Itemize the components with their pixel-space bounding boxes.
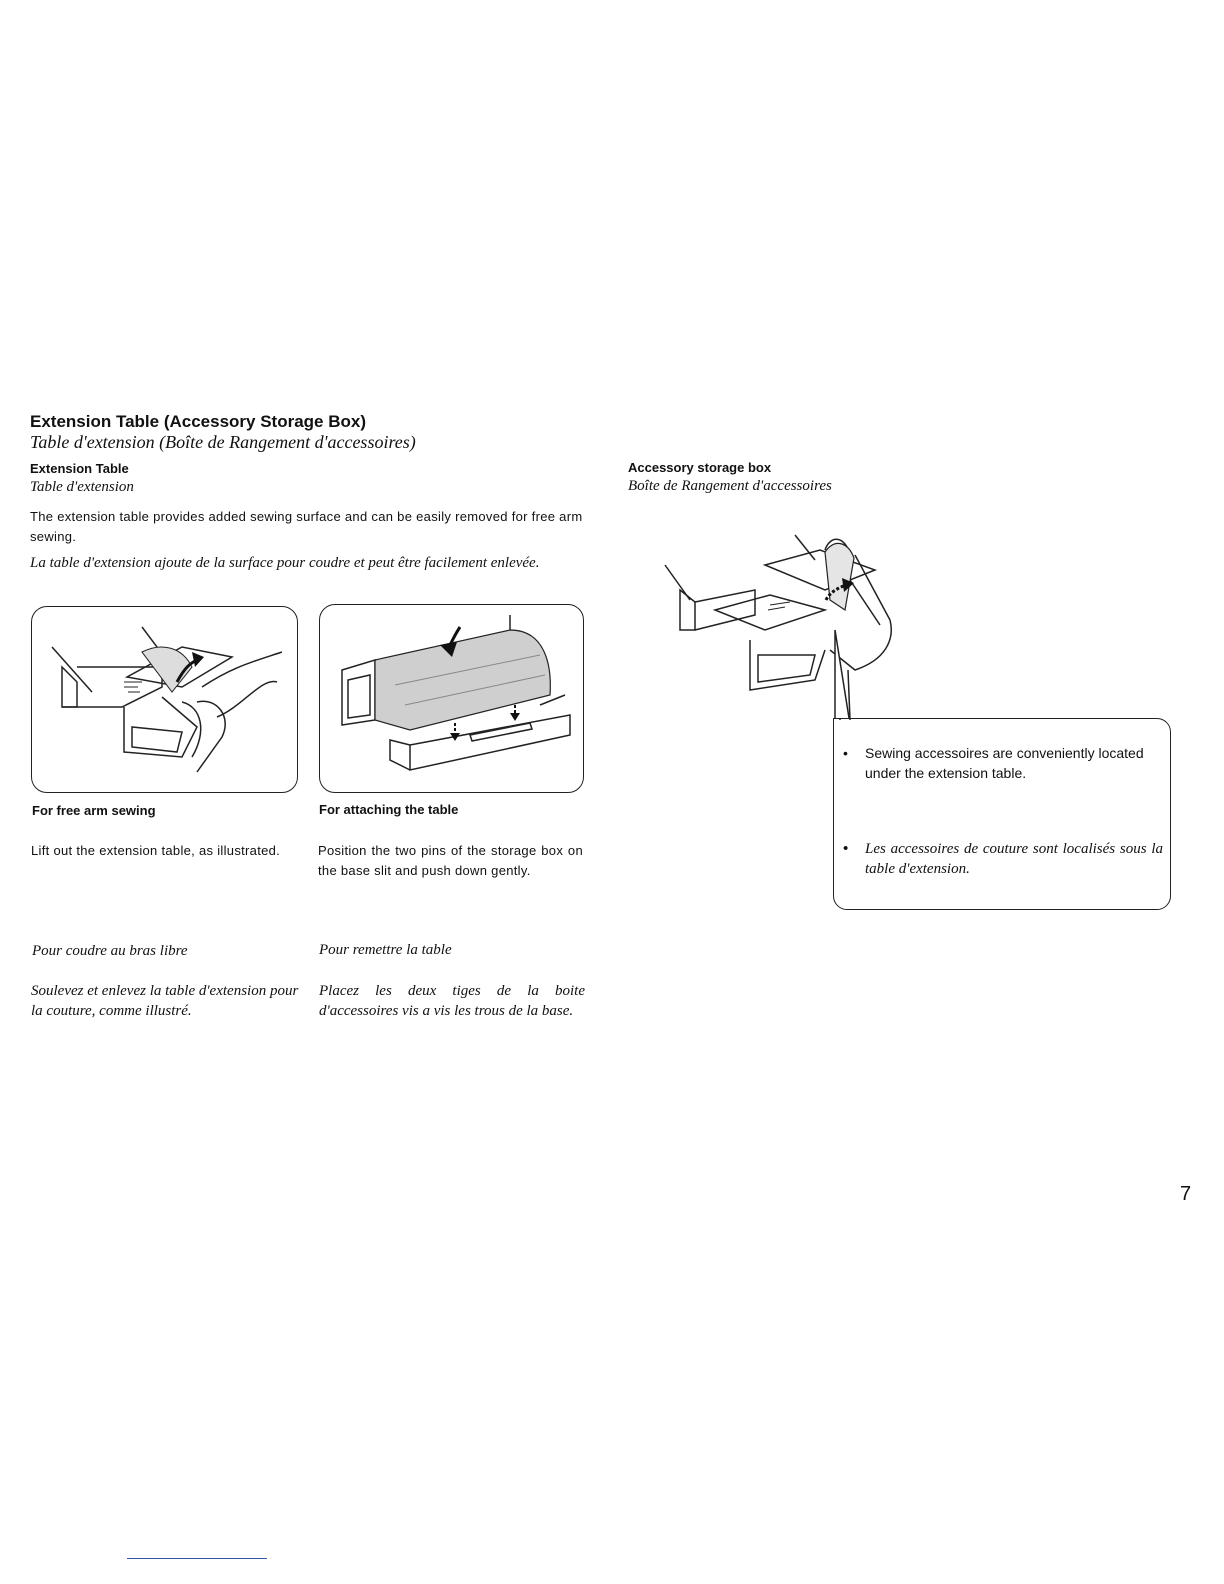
bullet-text-en: Sewing accessoires are conveniently located under the extension table.	[865, 745, 1144, 781]
free-arm-text-en: Lift out the extension table, as illustrated.	[31, 843, 281, 858]
storage-heading-fr: Boîte de Rangement d'accessoires	[628, 478, 832, 494]
free-arm-illustration	[31, 606, 298, 793]
page-title-en: Extension Table (Accessory Storage Box)	[30, 412, 367, 431]
callout-pointer	[833, 620, 873, 720]
page-number: 7	[1180, 1183, 1192, 1205]
free-arm-caption-en: For free arm sewing	[32, 803, 156, 818]
attaching-drawing	[320, 605, 584, 793]
storage-heading-en: Accessory storage box	[628, 460, 772, 475]
attaching-text-en: Position the two pins of the storage box on the base slit and push down gently.	[318, 843, 583, 878]
bullet-dot-en: •	[843, 745, 848, 761]
intro-text-en: The extension table provides added sewing surface and can be easily removed for free arm sewing.	[30, 509, 583, 544]
attaching-text-fr: Placez les deux tiges de la boite d'accessoires vis a vis les trous de la base.	[319, 983, 585, 1019]
section-heading-en: Extension Table	[30, 461, 129, 476]
intro-text-fr: La table d'extension ajoute de la surface pour coudre et peut être facilement enlevée.	[30, 555, 540, 571]
bullet-dot-fr: •	[843, 840, 849, 857]
free-arm-drawing	[32, 607, 298, 793]
bullet-text-fr: Les accessoires de couture sont localisés sous la table d'extension.	[865, 841, 1163, 877]
footer-rule	[127, 1558, 267, 1559]
page-title-fr: Table d'extension (Boîte de Rangement d'accessoires)	[30, 432, 416, 452]
attaching-caption-en: For attaching the table	[319, 802, 459, 817]
attaching-caption-fr: Pour remettre la table	[319, 942, 452, 958]
section-heading-fr: Table d'extension	[30, 479, 134, 495]
free-arm-caption-fr: Pour coudre au bras libre	[32, 943, 188, 959]
free-arm-text-fr: Soulevez et enlevez la table d'extension pour la couture, comme illustré.	[31, 983, 299, 1019]
attaching-illustration	[319, 604, 584, 793]
